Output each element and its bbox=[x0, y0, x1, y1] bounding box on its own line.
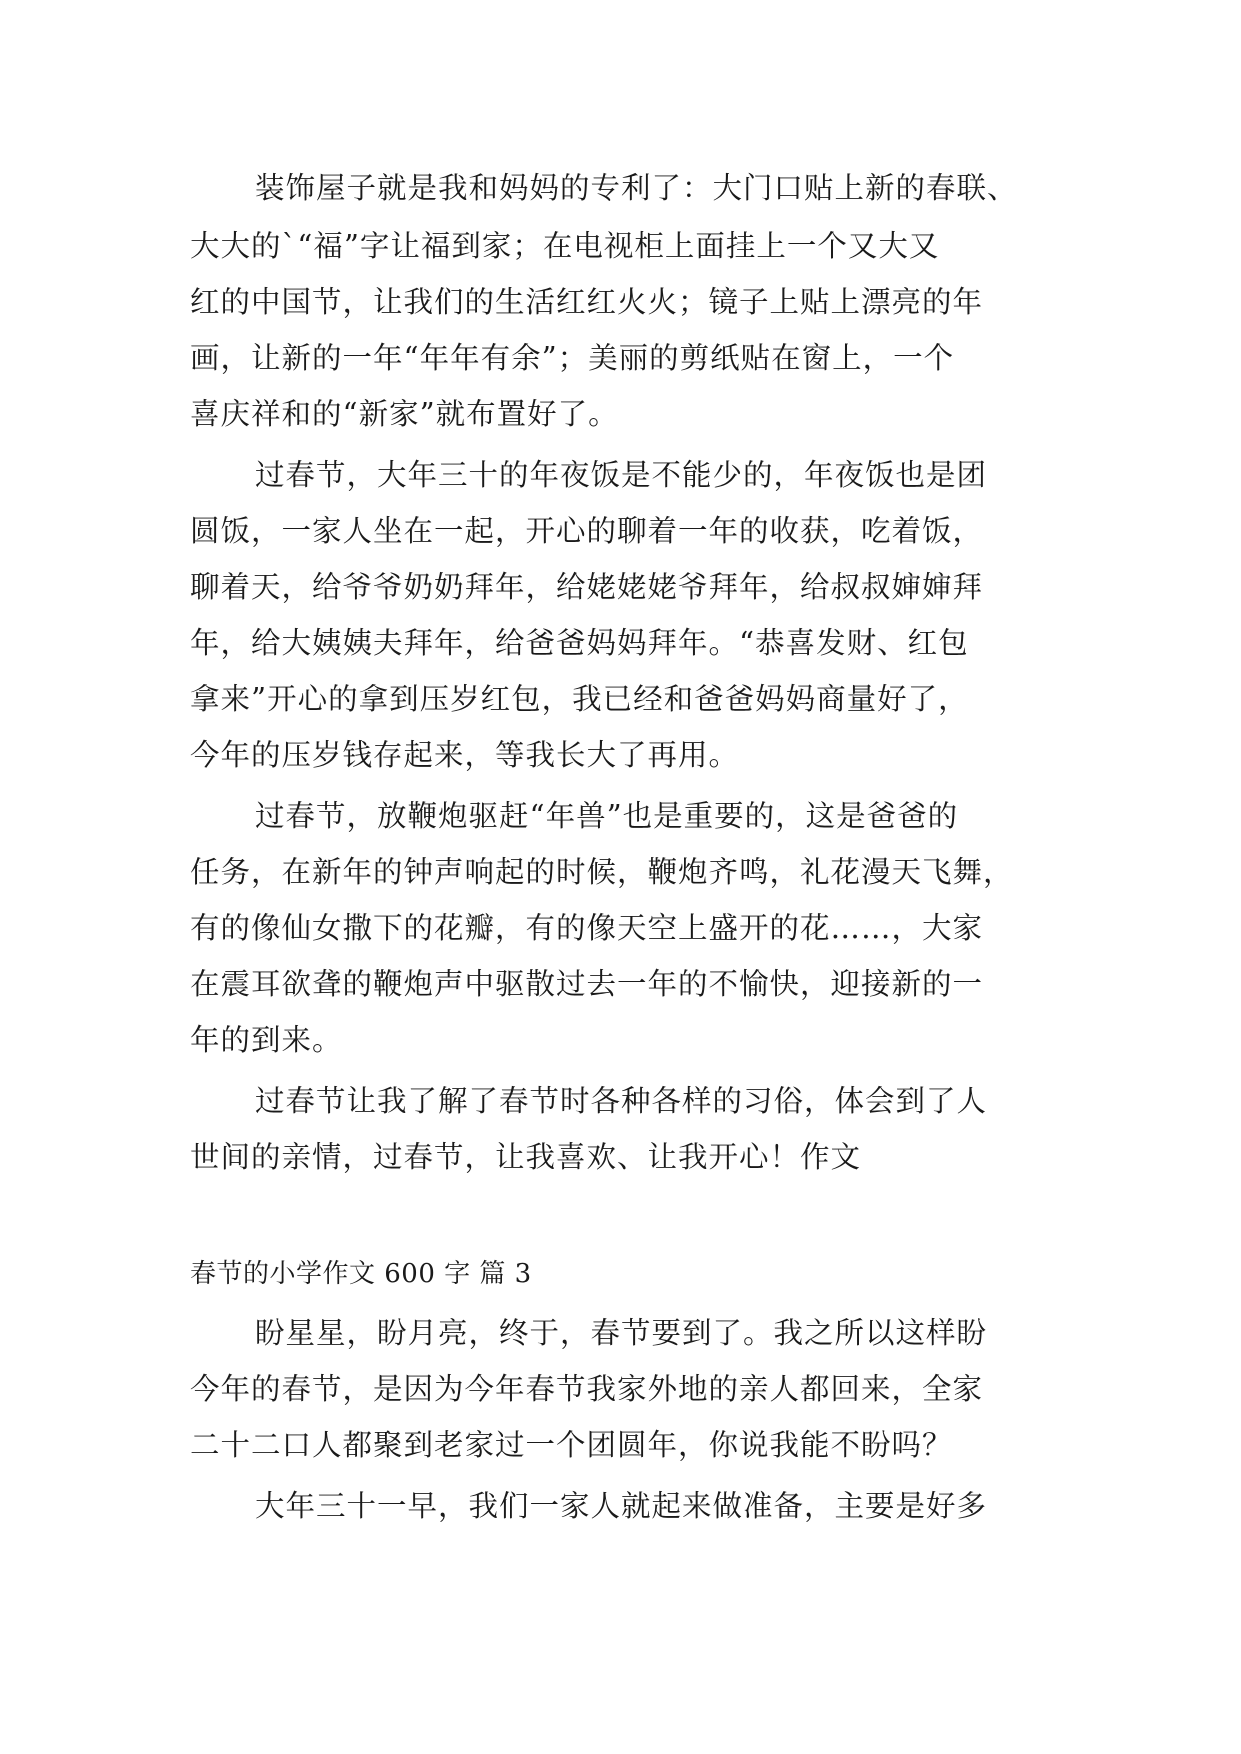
section-paragraph-1-line-3: 二十二口人都聚到老家过一个团圆年，你说我能不盼吗？ bbox=[190, 1428, 953, 1462]
paragraph-3-line-2: 任务，在新年的钟声响起的时候，鞭炮齐鸣，礼花漫天飞舞， bbox=[190, 855, 1014, 889]
section-paragraph-1-line-1: 盼星星，盼月亮，终于，春节要到了。我之所以这样盼 bbox=[255, 1316, 988, 1350]
paragraph-1-line-1: 装饰屋子就是我和妈妈的专利了：大门口贴上新的春联、 bbox=[255, 171, 1018, 205]
paragraph-4-line-1: 过春节让我了解了春节时各种各样的习俗，体会到了人 bbox=[255, 1084, 988, 1118]
section-paragraph-1-line-2: 今年的春节，是因为今年春节我家外地的亲人都回来，全家 bbox=[190, 1372, 984, 1406]
paragraph-2-line-4: 年，给大姨姨夫拜年，给爸爸妈妈拜年。“恭喜发财、红包 bbox=[190, 626, 969, 660]
paragraph-2-line-1: 过春节，大年三十的年夜饭是不能少的，年夜饭也是团 bbox=[255, 458, 988, 492]
paragraph-2-line-5: 拿来”开心的拿到压岁红包，我已经和爸爸妈妈商量好了， bbox=[190, 682, 969, 716]
section-heading: 春节的小学作文 600 字 篇 3 bbox=[190, 1259, 532, 1289]
section-paragraph-2-line-1: 大年三十一早，我们一家人就起来做准备，主要是好多 bbox=[255, 1489, 988, 1523]
paragraph-1-line-4: 画，让新的一年“年年有余”；美丽的剪纸贴在窗上，一个 bbox=[190, 341, 955, 375]
paragraph-4-line-2: 世间的亲情，过春节，让我喜欢、让我开心！作文 bbox=[190, 1140, 862, 1174]
paragraph-2-line-6: 今年的压岁钱存起来，等我长大了再用。 bbox=[190, 738, 740, 772]
paragraph-3-line-1: 过春节，放鞭炮驱赶“年兽”也是重要的，这是爸爸的 bbox=[255, 799, 959, 833]
paragraph-1-line-3: 红的中国节，让我们的生活红红火火；镜子上贴上漂亮的年 bbox=[190, 285, 984, 319]
paragraph-3-line-4: 在震耳欲聋的鞭炮声中驱散过去一年的不愉快，迎接新的一 bbox=[190, 967, 984, 1001]
paragraph-1-line-5: 喜庆祥和的“新家”就布置好了。 bbox=[190, 397, 619, 431]
paragraph-1-line-2: 大大的`“福”字让福到家；在电视柜上面挂上一个又大又 bbox=[190, 229, 940, 263]
paragraph-2-line-2: 圆饭，一家人坐在一起，开心的聊着一年的收获，吃着饭， bbox=[190, 514, 984, 548]
paragraph-3-line-3: 有的像仙女撒下的花瓣，有的像天空上盛开的花……，大家 bbox=[190, 911, 984, 945]
paragraph-3-line-5: 年的到来。 bbox=[190, 1023, 343, 1057]
paragraph-2-line-3: 聊着天，给爷爷奶奶拜年，给姥姥姥爷拜年，给叔叔婶婶拜 bbox=[190, 570, 984, 604]
